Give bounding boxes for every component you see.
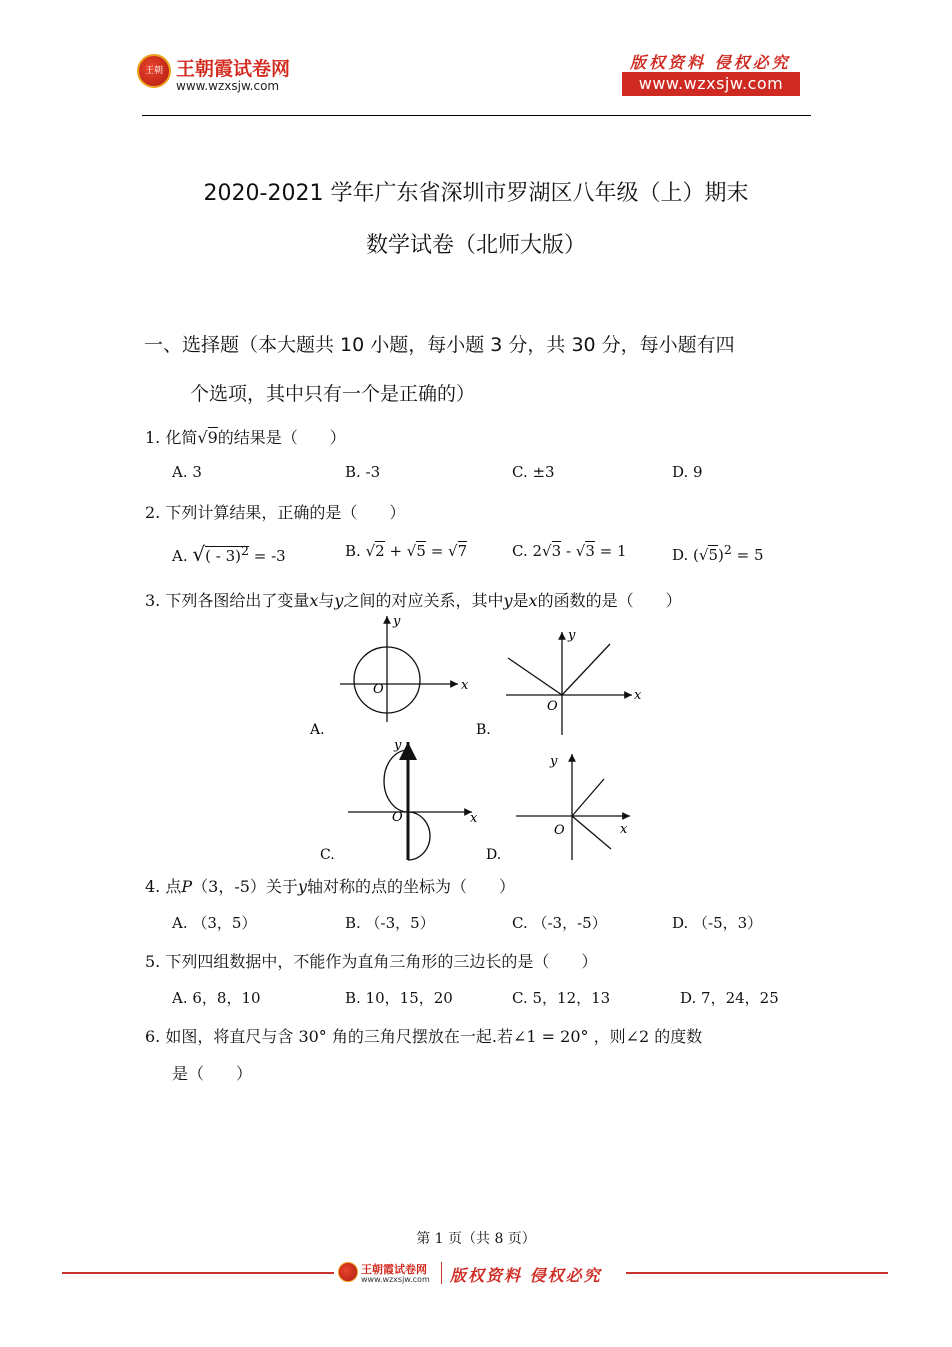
origin-label: O <box>392 810 403 825</box>
section-heading-line1: 一、选择题（本大题共 10 小题，每小题 3 分，共 30 分，每小题有四 <box>144 334 735 356</box>
question-text: 之间的对应关系，其中 <box>343 591 504 610</box>
option-label: C. <box>512 542 528 560</box>
exponent: 2 <box>241 543 249 558</box>
question-number: 4. <box>145 877 161 896</box>
option-a[interactable]: A. 3 <box>172 463 202 481</box>
option-a[interactable]: A. （3，5） <box>172 914 257 932</box>
variable: x <box>528 591 538 610</box>
question-text: 化简 <box>165 428 198 447</box>
graph-a[interactable] <box>340 616 458 722</box>
option-b[interactable]: B. -3 <box>345 463 381 481</box>
paren: ( <box>693 546 699 564</box>
operator: = <box>430 542 444 560</box>
origin-label: O <box>554 823 565 838</box>
question-text: 的结果是（ ） <box>217 428 346 447</box>
question-number: 1. <box>145 428 161 447</box>
radicand: 3 <box>551 542 562 560</box>
question-number: 5. <box>145 952 161 971</box>
question-text: 下列各图给出了变量 <box>165 591 310 610</box>
origin-label: O <box>373 682 384 697</box>
graph-label-d: D. <box>486 847 502 863</box>
question-number: 2. <box>145 503 161 522</box>
question-1 <box>145 425 346 448</box>
variable: x <box>309 591 319 610</box>
radicand-base: ( - 3) <box>205 547 241 565</box>
option-b[interactable]: B. √2 + √5 = √7 <box>345 542 468 560</box>
x-axis-label: x <box>461 678 469 693</box>
footer-rule-left <box>62 1272 334 1274</box>
radicand: 9 <box>207 428 218 447</box>
logo-badge: 王朝 <box>137 54 171 88</box>
question-number: 6. <box>145 1027 161 1046</box>
footer-separator <box>441 1262 442 1284</box>
option-c[interactable]: C. 2√3 - √3 = 1 <box>512 542 627 560</box>
question-text: 与 <box>318 591 335 610</box>
x-axis-label: x <box>634 688 642 703</box>
header-divider <box>142 115 811 116</box>
y-axis-label: y <box>550 754 558 769</box>
curve-upper <box>384 750 408 812</box>
radicand: 2 <box>375 542 385 560</box>
footer-copyright: 版权资料 侵权必究 <box>450 1266 602 1285</box>
logo-name: 王朝霞试卷网 <box>176 58 291 80</box>
operator: - <box>565 542 572 560</box>
question-6-continued: 是（ ） <box>172 1064 253 1083</box>
radicand: 3 <box>585 542 595 560</box>
option-label: B. <box>345 542 361 560</box>
question-text: 如图，将直尺与含 30° 角的三角尺摆放在一起.若∠1 = 20° ，则∠2 的度数 <box>165 1027 703 1046</box>
curve-v <box>508 644 610 695</box>
variable: P <box>181 877 193 896</box>
footer-logo-url[interactable]: www.wzxsjw.com <box>361 1275 430 1284</box>
question-5 <box>145 949 597 972</box>
paren: ) <box>718 546 724 564</box>
question-text: 点 <box>165 877 182 896</box>
option-b[interactable]: B. 10，15，20 <box>345 989 453 1007</box>
radicand <box>205 543 249 565</box>
graph-d[interactable] <box>516 754 630 860</box>
equation-rhs: = 1 <box>599 542 627 560</box>
section-heading-line2: 个选项，其中只有一个是正确的） <box>190 383 476 405</box>
option-c[interactable]: C. 5，12，13 <box>512 989 611 1007</box>
sqrt-sign: √ <box>197 428 208 447</box>
equation-rhs: = 5 <box>736 546 764 564</box>
question-number: 3. <box>145 591 161 610</box>
origin-label: O <box>547 699 558 714</box>
sqrt-sign: √ <box>192 542 206 566</box>
question-text: 下列四组数据中，不能作为直角三角形的三边长的是（ ） <box>165 952 598 971</box>
question-text: 的函数的是（ ） <box>537 591 682 610</box>
option-b[interactable]: B. （-3，5） <box>345 914 435 932</box>
question-3 <box>145 588 682 611</box>
radicand: 7 <box>457 542 468 560</box>
equation-rhs: = -3 <box>253 547 286 565</box>
question-2 <box>145 500 405 523</box>
operator: + <box>389 542 403 560</box>
curve-lower <box>408 812 430 860</box>
url-banner[interactable]: www.wzxsjw.com <box>622 72 800 96</box>
y-axis-label: y <box>394 738 402 753</box>
x-axis-label: x <box>470 811 478 826</box>
variable: y <box>503 591 513 610</box>
exam-title-line2: 数学试卷（北师大版） <box>365 233 586 258</box>
variable: y <box>297 877 307 896</box>
graph-b[interactable] <box>506 632 632 735</box>
option-d[interactable]: D. （-5，3） <box>672 914 763 932</box>
option-c[interactable]: C. （-3，-5） <box>512 914 607 932</box>
function-graphs <box>300 612 660 867</box>
question-6 <box>145 1024 702 1047</box>
option-d[interactable]: D. 9 <box>672 463 703 481</box>
graph-label-a: A. <box>310 722 325 738</box>
option-d[interactable]: D. 7，24，25 <box>680 989 779 1007</box>
option-a[interactable] <box>172 542 286 566</box>
footer-logo-badge <box>338 1262 358 1282</box>
graph-c[interactable] <box>348 742 472 860</box>
footer-rule-right <box>626 1272 888 1274</box>
coefficient: 2 <box>532 542 543 560</box>
radicand: 5 <box>708 546 719 564</box>
graph-label-b: B. <box>476 722 491 738</box>
y-axis-label: y <box>568 628 576 643</box>
option-c[interactable]: C. ±3 <box>512 463 555 481</box>
logo-url[interactable]: www.wzxsjw.com <box>176 79 280 93</box>
question-text: 轴对称的点的坐标为（ ） <box>306 877 515 896</box>
option-label: A. <box>172 547 188 565</box>
question-text: （3，-5）关于 <box>192 877 298 896</box>
option-label: D. <box>672 546 689 564</box>
curve-v <box>572 779 611 849</box>
question-4 <box>145 874 515 897</box>
copyright-notice: 版权资料 侵权必究 <box>630 53 791 72</box>
question-text: 下列计算结果，正确的是（ ） <box>165 503 406 522</box>
variable: y <box>334 591 344 610</box>
page-number: 第 1 页（共 8 页） <box>416 1231 536 1247</box>
y-axis-label: y <box>393 614 401 629</box>
question-text: 是 <box>512 591 529 610</box>
footer-logo-name: 王朝霞试卷网 <box>361 1263 427 1276</box>
option-a[interactable]: A. 6，8，10 <box>172 989 261 1007</box>
radicand: 5 <box>416 542 426 560</box>
x-axis-label: x <box>620 822 628 837</box>
exponent: 2 <box>723 542 732 557</box>
graph-label-c: C. <box>320 847 335 863</box>
option-d[interactable]: D. $(√5)^2 = 5$ <box>672 542 764 564</box>
exam-title-line1: 2020-2021 学年广东省深圳市罗湖区八年级（上）期末 <box>203 181 749 206</box>
